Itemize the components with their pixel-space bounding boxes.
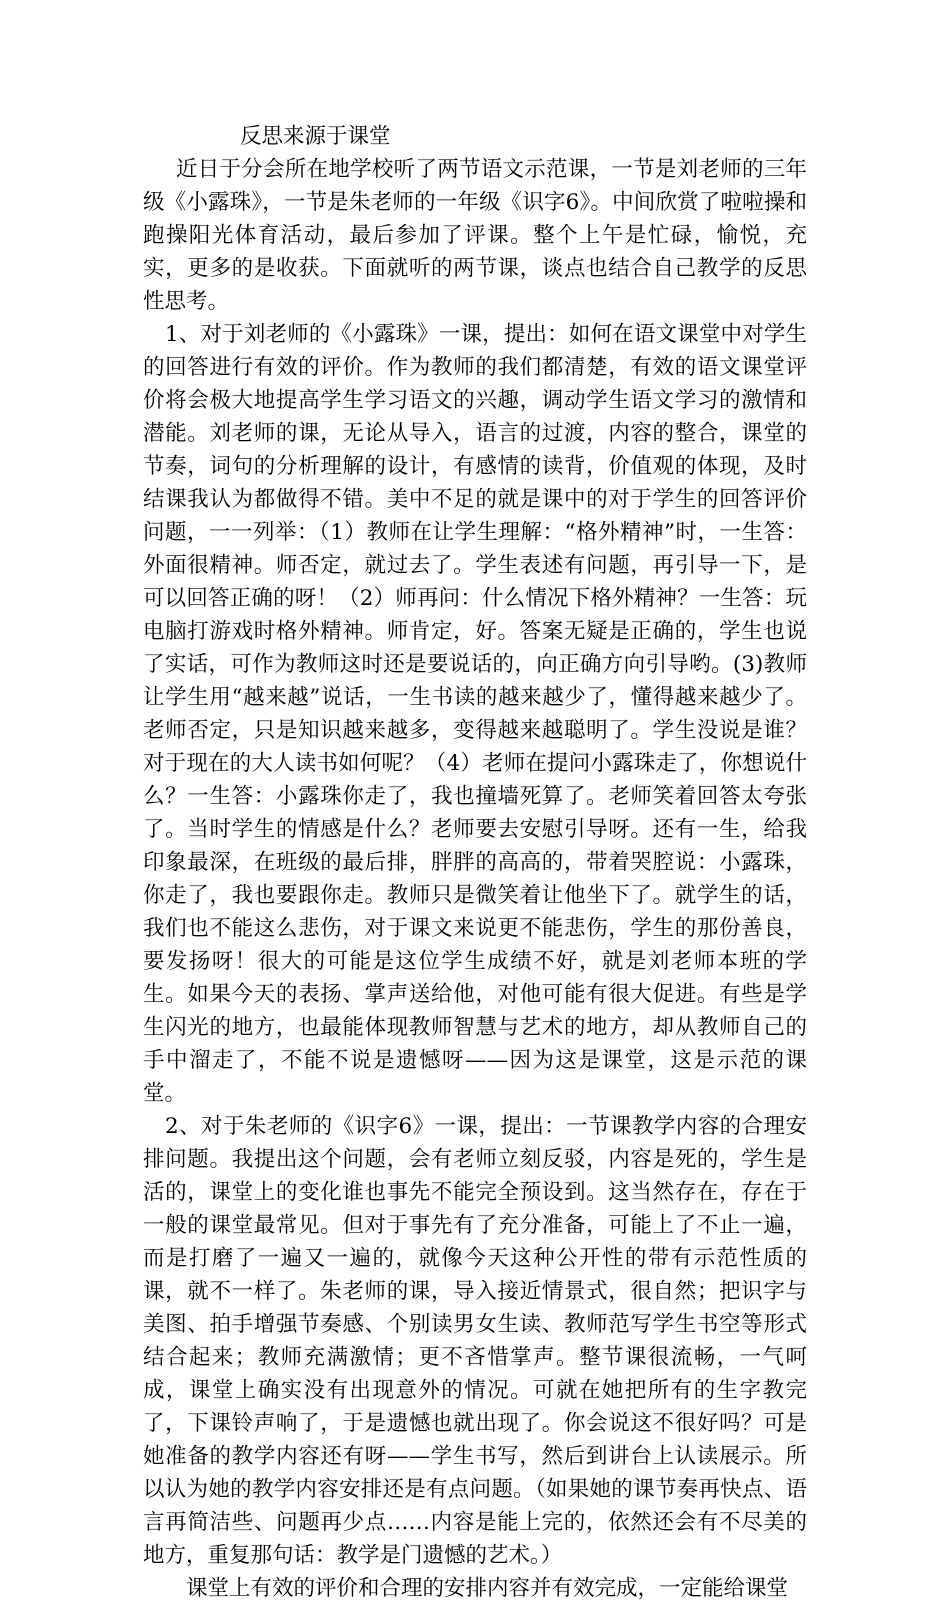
document-body xyxy=(143,120,807,1605)
paragraph-liu-lesson: 1、对于刘老师的《小露珠》一课，提出：如何在语文课堂中对学生的回答进行有效的评价。作为教师的我们都清楚，有效的语文课堂评价将会极大地提高学生学习语文的兴趣，调动学生语文学习的激情和潜能。刘老师的课，无论从导入，语言的过渡，内容的整合，课堂的节奏，词句的分析理解的设计，有感情的读背，价值观的体现，及时结课我认为都做得不错。美中不足的就是课中的对于学生的回答评价问题，一一列举：（1）教师在让学生理解：“格外精神”时，一生答：外面很精神。师否定，就过去了。学生表述有问题，再引导一下，是可以回答正确的呀！（2）师再问：什么情况下格外精神？一生答：玩电脑打游戏时格外精神。师肯定，好。答案无疑是正确的，学生也说了实话，可作为教师这时还是要说话的，向正确方向引导哟。(3)教师让学生用“越来越”说话，一生书读的越来越少了，懂得越来越少了。老师否定，只是知识越来越多，变得越来越聪明了。学生没说是谁？对于现在的大人读书如何呢？（4）老师在提问小露珠走了，你想说什么？一生答：小露珠你走了，我也撞墙死算了。老师笑着回答太夸张了。当时学生的情感是什么？老师要去安慰引导呀。还有一生，给我印象最深，在班级的最后排，胖胖的高高的，带着哭腔说：小露珠，你走了，我也要跟你走。教师只是微笑着让他坐下了。就学生的话，我们也不能这么悲伤，对于课文来说更不能悲伤，学生的那份善良，要发扬呀！很大的可能是这位学生成绩不好，就是刘老师本班的学生。如果今天的表扬、掌声送给他，对他可能有很大促进。有些是学生闪光的地方，也最能体现教师智慧与艺术的地方，却从教师自己的手中溜走了，不能不说是遗憾呀——因为这是课堂，这是示范的课堂。 xyxy=(143,322,807,1106)
paragraph-intro: 近日于分会所在地学校听了两节语文示范课，一节是刘老师的三年级《小露珠》，一节是朱老师的一年级《识字6》。中间欣赏了啦啦操和跑操阳光体育活动，最后参加了评课。整个上午是忙碌，愉悦，充实，更多的是收获。下面就听的两节课，谈点也结合自己教学的反思性思考。 xyxy=(143,157,807,314)
paragraph-zhu-lesson: 2、对于朱老师的《识字6》一课，提出：一节课教学内容的合理安排问题。我提出这个问题，会有老师立刻反驳，内容是死的，学生是活的，课堂上的变化谁也事先不能完全预设到。这当然存在，存在于一般的课堂最常见。但对于事先有了充分准备，可能上了不止一遍，而是打磨了一遍又一遍的，就像今天这种公开性的带有示范性质的课，就不一样了。朱老师的课，导入接近情景式，很自然；把识字与美图、拍手增强节奏感、个别读男女生读、教师范写学生书空等形式结合起来；教师充满激情；更不吝惜掌声。整节课很流畅，一气呵成，课堂上确实没有出现意外的情况。可就在她把所有的生字教完了，下课铃声响了，于是遗憾也就出现了。你会说这不很好吗？可是她准备的教学内容还有呀——学生书写，然后到讲台上认读展示。所以认为她的教学内容安排还是有点问题。（如果她的课节奏再快点、语言再简洁些、问题再少点……内容是能上完的，依然还会有不尽美的地方，重复那句话：教学是门遗憾的艺术。） xyxy=(143,1114,807,1568)
document-title: 反思来源于课堂 xyxy=(240,124,391,149)
paragraph-conclusion: 课堂上有效的评价和合理的安排内容并有效完成，一定能给课堂 xyxy=(186,1576,789,1601)
